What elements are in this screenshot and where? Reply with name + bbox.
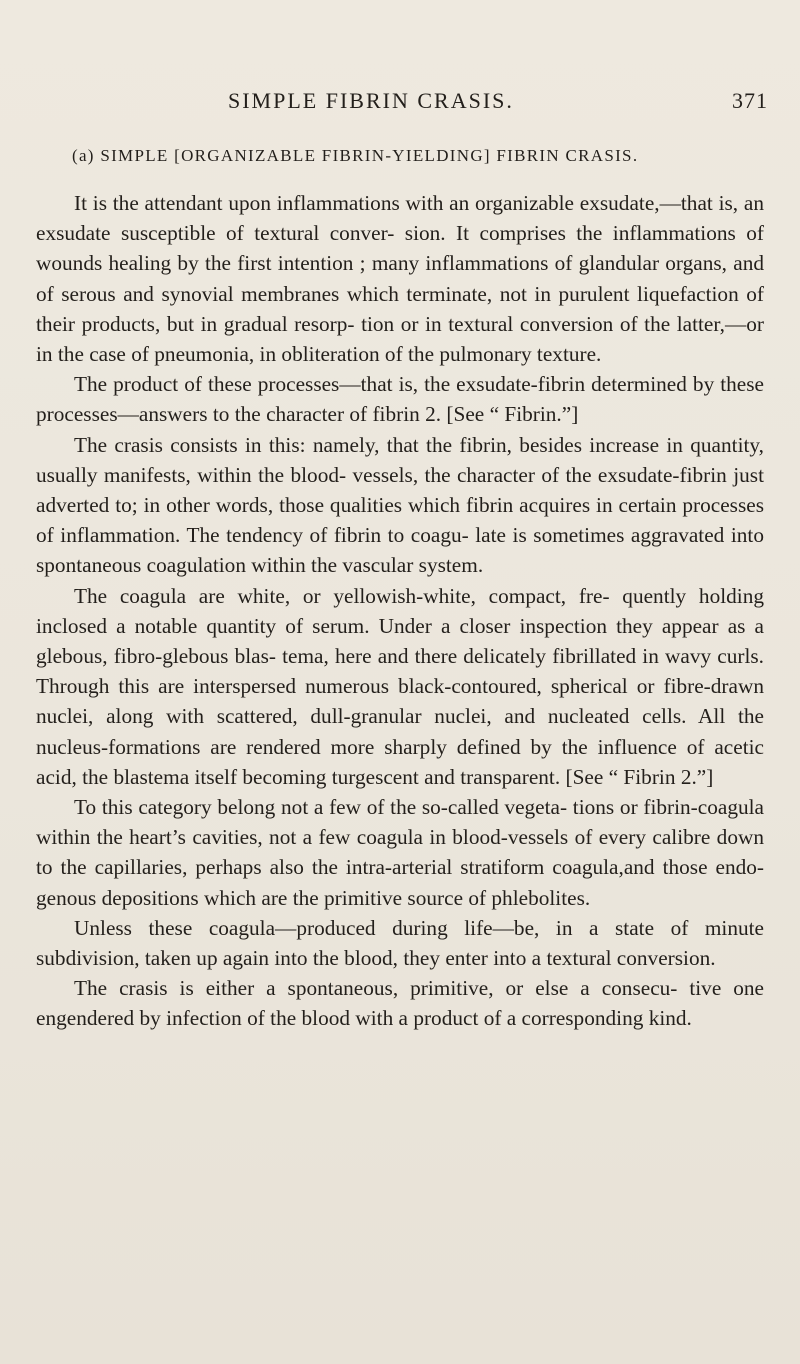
running-head — [228, 88, 768, 118]
paragraph: Unless these coagula—produced during life—be, in a state of minute subdivision, taken up again into the blood, they enter into a textural conversion. — [36, 915, 764, 971]
paragraph: The crasis consists in this: namely, that the fibrin, besides increase in quantity, usually manifests, within the blood- vessels, the character of the exsudate-fibrin just adverted to; in other words, those qualities which fibrin acquires in certain processes of inflammation. The tendency of fibrin to coagu- late is sometimes aggravated into spontaneous coagulation within the vascular system. — [36, 432, 764, 578]
page-number: 371 — [732, 88, 768, 113]
paragraph: The coagula are white, or yellowish-white, compact, fre- quently holding inclosed a notable quantity of serum. Under a closer inspection they appear as a glebous, fibro-glebous blas- tema, here and there delicately fibrillated in wavy curls. Through this are interspersed numerous black-contoured, spherical or fibre-drawn nuclei, along with scattered, dull-granular nuclei, and nucleated cells. All the nucleus-formations are rendered more sharply defined by the influence of acetic acid, the blastema itself becoming turgescent and transparent. [See “ Fibrin 2.”] — [36, 583, 764, 789]
body-text — [36, 188, 764, 1034]
paragraph: To this category belong not a few of the so-called vegeta- tions or fibrin-coagula within the heart’s cavities, not a few coagula in blood-vessels of every calibre down to the capillaries, perhaps also the intra-arterial stratiform coagula,and those endo- genous depositions which are the primitive source of phlebolites. — [36, 795, 764, 910]
paragraph: It is the attendant upon inflammations with an organizable exsudate,—that is, an exsudate susceptible of textural conver- sion. It comprises the inflammations of wounds healing by the first intention ; many inflammations of glandular organs, and of serous and synovial membranes which terminate, not in purulent liquefaction of their products, but in gradual resorp- tion or in textural conversion of the latter,—or in the case of pneumonia, in obliteration of the pulmonary texture. — [36, 191, 764, 367]
section-heading: (a) SIMPLE [ORGANIZABLE FIBRIN-YIELDING] FIBRIN CRASIS. — [72, 146, 639, 165]
running-title: SIMPLE FIBRIN CRASIS. — [228, 88, 514, 113]
paragraph: The product of these processes—that is, the exsudate-fibrin determined by these processes—answers to the character of fibrin 2. [See “ Fibrin.”] — [36, 372, 764, 427]
paragraph: The crasis is either a spontaneous, primitive, or else a consecu- tive one engendered by infection of the blood with a product of a corresponding kind. — [36, 976, 764, 1031]
